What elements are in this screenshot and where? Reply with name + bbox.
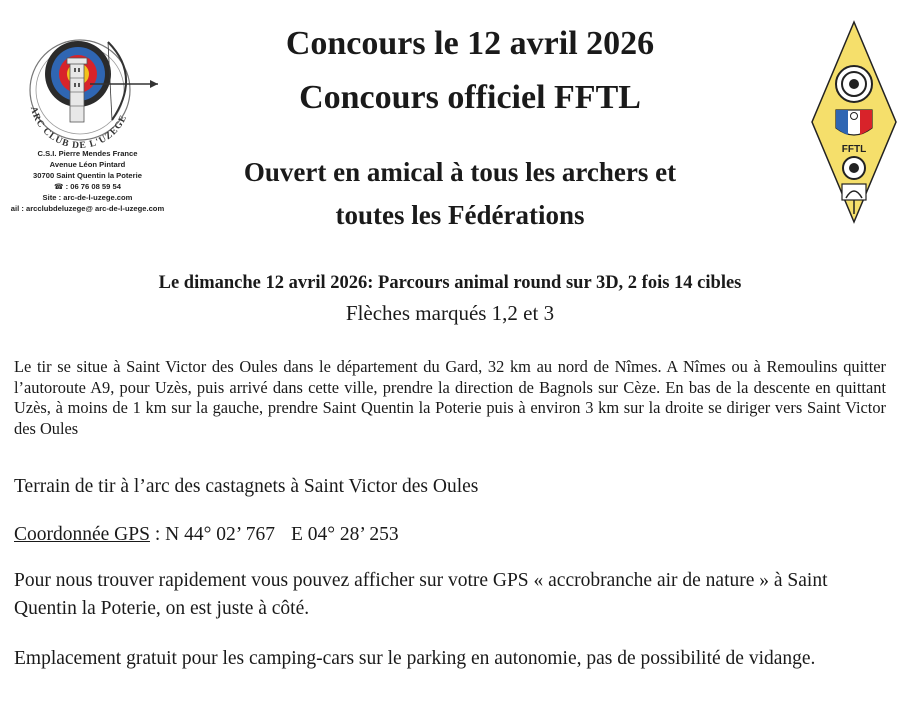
gps-label: Coordonnée GPS <box>14 524 150 545</box>
page-title-line1: Concours le 12 avril 2026 <box>285 25 655 62</box>
directions-paragraph: Le tir se situe à Saint Victor des Oules dans le département du Gard, 32 km au nord de Nîmes. A Nîmes ou à Remoulins quitter l’autoroute A9, pour Uzès, puis arrivé dans cette ville, prendre la direction de Bagnols sur Cèze. En bas de la descente en quittant Uzès, à moins de 1 km sur la gauche, prendre Saint Quentin la Poterie puis à environ 3 km sur la droite se diriger vers Saint Victor des Oules <box>14 357 886 438</box>
gps-east: E 04° 28’ 253 <box>290 524 399 545</box>
find-us-paragraph: Pour nous trouver rapidement vous pouvez afficher sur votre GPS « accrobranche air de nature » à Saint Quentin la Poterie, on est juste à côté. <box>14 570 828 619</box>
arrows-marking-line: Flèches marqués 1,2 et 3 <box>345 301 555 325</box>
fftl-logo <box>808 18 898 228</box>
subtitle-line1: Ouvert en amical à tous les archers et <box>243 157 677 187</box>
fftl-flag-shield-icon <box>836 110 872 135</box>
fftl-small-target-icon <box>843 157 865 179</box>
club-address-line2: Avenue Léon Pintard <box>49 160 126 169</box>
club-address-line1: C.S.I. Pierre Mendes France <box>37 149 138 158</box>
club-site: Site : arc-de-l-uzege.com <box>42 193 133 202</box>
club-phone: ☎ : 06 76 08 59 54 <box>54 182 121 191</box>
club-logo-text: ARC CLUB DE L'UZEGE <box>27 105 130 148</box>
fftl-logo-text: FFTL <box>841 144 867 155</box>
club-logo-svg <box>12 28 162 148</box>
venue-paragraph: Terrain de tir à l’arc des castagnets à Saint Victor des Oules <box>14 476 479 497</box>
club-address-line3: 30700 Saint Quentin la Poterie <box>33 171 142 180</box>
club-contact-block <box>0 148 175 214</box>
fftl-target-icon <box>836 66 872 102</box>
fftl-bow-icon <box>842 184 866 214</box>
club-logo <box>12 28 162 148</box>
fftl-logo-svg <box>808 18 898 228</box>
page-title-line2: Concours officiel FFTL <box>299 79 641 116</box>
gps-north: N 44° 02’ 767 <box>165 524 275 545</box>
subtitle-line2: toutes les Fédérations <box>335 200 585 230</box>
gps-paragraph <box>14 521 874 549</box>
club-email: ail : arcclubdeluzege@ arc-de-l-uzege.com <box>10 204 165 213</box>
event-date-line: Le dimanche 12 avril 2026: Parcours animal round sur 3D, 2 fois 14 cibles <box>158 273 742 293</box>
camping-paragraph: Emplacement gratuit pour les camping-cars sur le parking en autonomie, pas de possibilité de vidange. <box>14 648 816 669</box>
tower-icon <box>67 58 87 122</box>
gps-colon: : <box>154 524 161 545</box>
